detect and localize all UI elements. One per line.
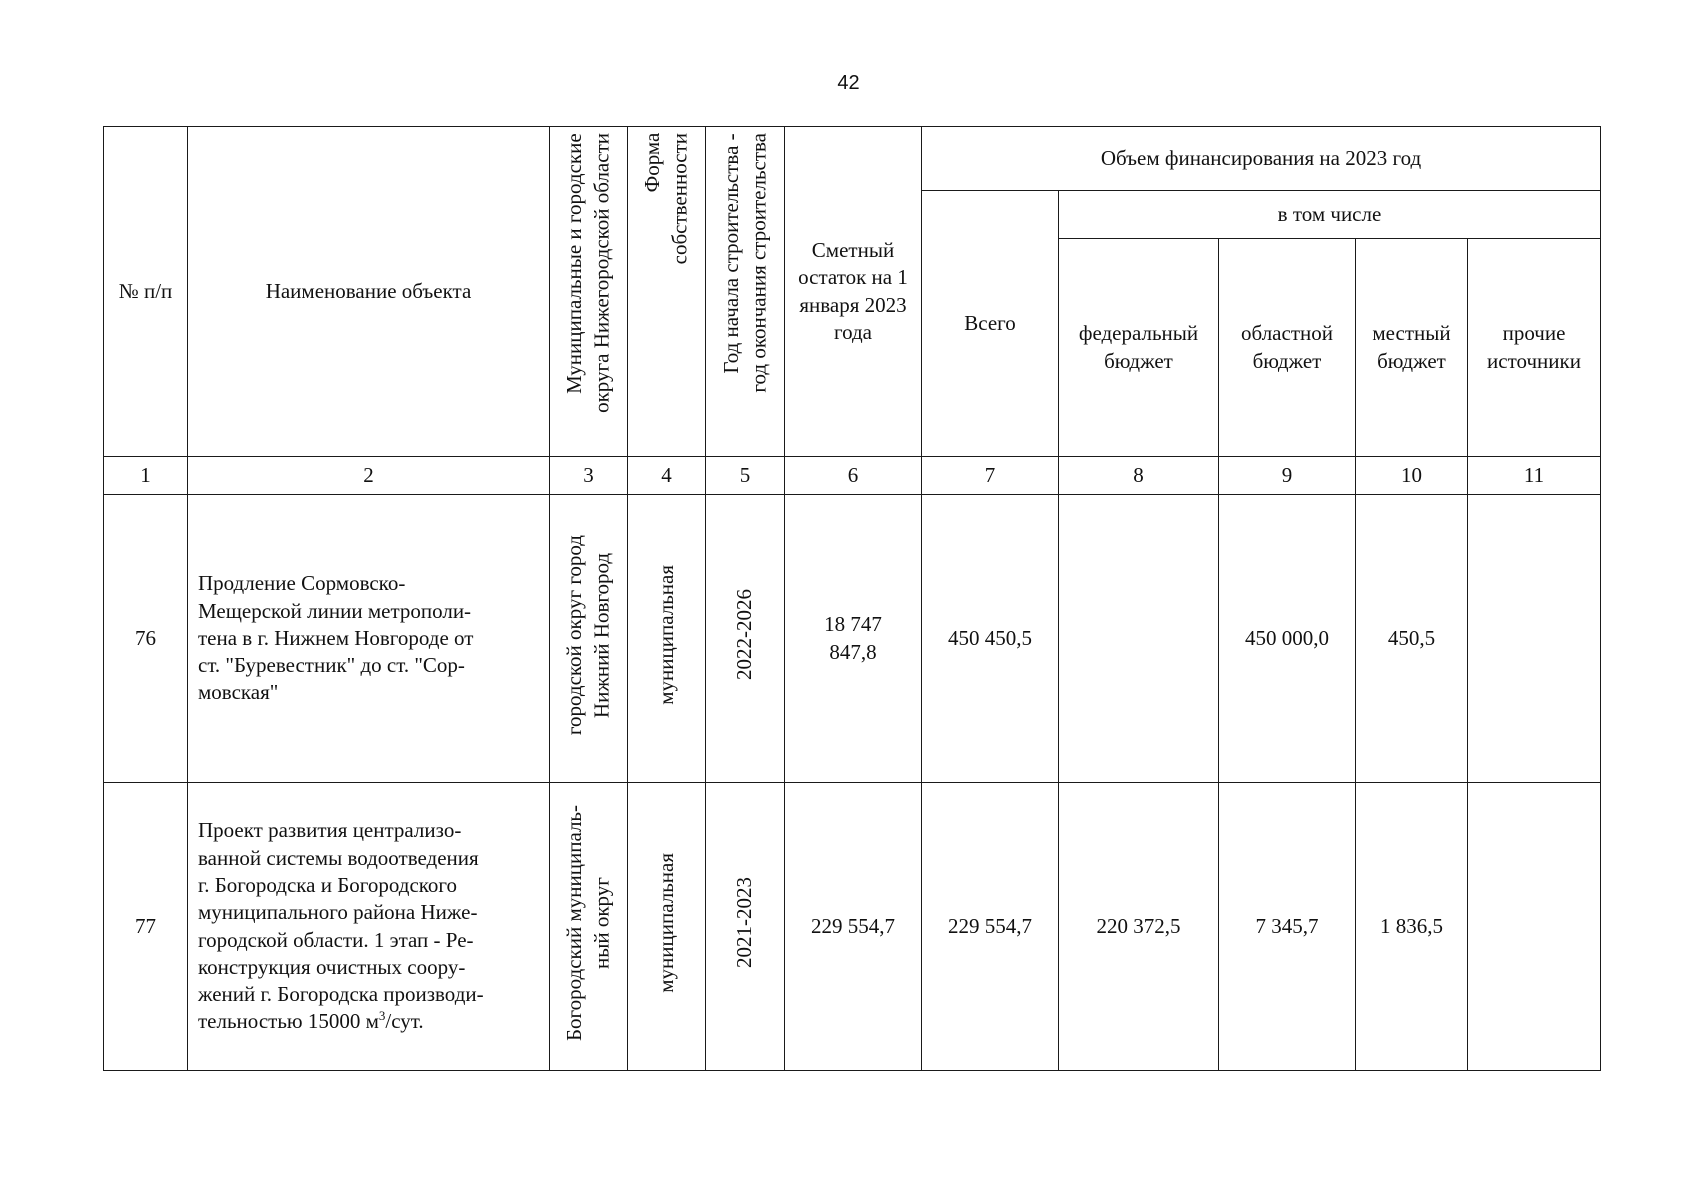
estimated-remainder: 18 747 847,8 [785, 495, 922, 783]
years: 2021-2023 [706, 783, 785, 1071]
header-other: прочие источники [1468, 239, 1601, 457]
header-remainder: Сметный остаток на 1 января 2023 года [785, 127, 922, 457]
column-number: 7 [922, 457, 1059, 495]
municipality: Богородский муниципаль- ный округ [550, 783, 628, 1071]
municipality: городской округ город Нижний Новгород [550, 495, 628, 783]
column-number: 3 [550, 457, 628, 495]
column-number: 5 [706, 457, 785, 495]
column-number: 11 [1468, 457, 1601, 495]
column-number: 6 [785, 457, 922, 495]
header-years: Год начала строительства - год окончания строительства [706, 127, 785, 457]
column-number: 1 [104, 457, 188, 495]
table-row [104, 495, 1601, 783]
header-funding: Объем финансирования на 2023 год [922, 127, 1601, 191]
ownership: муниципальная [628, 783, 706, 1071]
local-amount: 450,5 [1356, 495, 1468, 783]
header-including: в том числе [1059, 191, 1601, 239]
regional-amount: 7 345,7 [1219, 783, 1356, 1071]
years: 2022-2026 [706, 495, 785, 783]
local-amount: 1 836,5 [1356, 783, 1468, 1071]
header-number: № п/п [104, 127, 188, 457]
object-name: Проект развития централизо- ванной системы водоотведения г. Богородска и Богородского муниципального района Ниже- городской области. 1 этап - Ре- конструкция очистных соору- жений г. Богородска производи- тельностью 15000 $м^3$/сут. [188, 783, 550, 1071]
column-number: 10 [1356, 457, 1468, 495]
total-amount: 229 554,7 [922, 783, 1059, 1071]
header-object-name: Наименование объекта [188, 127, 550, 457]
ownership: муниципальная [628, 495, 706, 783]
header-regional: областной бюджет [1219, 239, 1356, 457]
header-total: Всего [922, 191, 1059, 457]
row-number: 77 [104, 783, 188, 1071]
header-municipality: Муниципальные и городские округа Нижегородской области [550, 127, 628, 457]
financing-table [103, 126, 1601, 1071]
column-number: 4 [628, 457, 706, 495]
regional-amount: 450 000,0 [1219, 495, 1356, 783]
column-number: 9 [1219, 457, 1356, 495]
table-row [104, 783, 1601, 1071]
federal-amount [1059, 495, 1219, 783]
column-number: 2 [188, 457, 550, 495]
header-ownership: Форма собственности [628, 127, 706, 457]
object-name: Продление Сормовско- Мещерской линии метрополи- тена в г. Нижнем Новгороде от ст. "Буревестник" до ст. "Сор- мовская" [188, 495, 550, 783]
estimated-remainder: 229 554,7 [785, 783, 922, 1071]
total-amount: 450 450,5 [922, 495, 1059, 783]
page-number: 42 [837, 72, 860, 94]
other-amount [1468, 783, 1601, 1071]
column-number: 8 [1059, 457, 1219, 495]
other-amount [1468, 495, 1601, 783]
column-numbers-row [104, 457, 1601, 495]
header-local: местный бюджет [1356, 239, 1468, 457]
federal-amount: 220 372,5 [1059, 783, 1219, 1071]
row-number: 76 [104, 495, 188, 783]
header-federal: федеральный бюджет [1059, 239, 1219, 457]
